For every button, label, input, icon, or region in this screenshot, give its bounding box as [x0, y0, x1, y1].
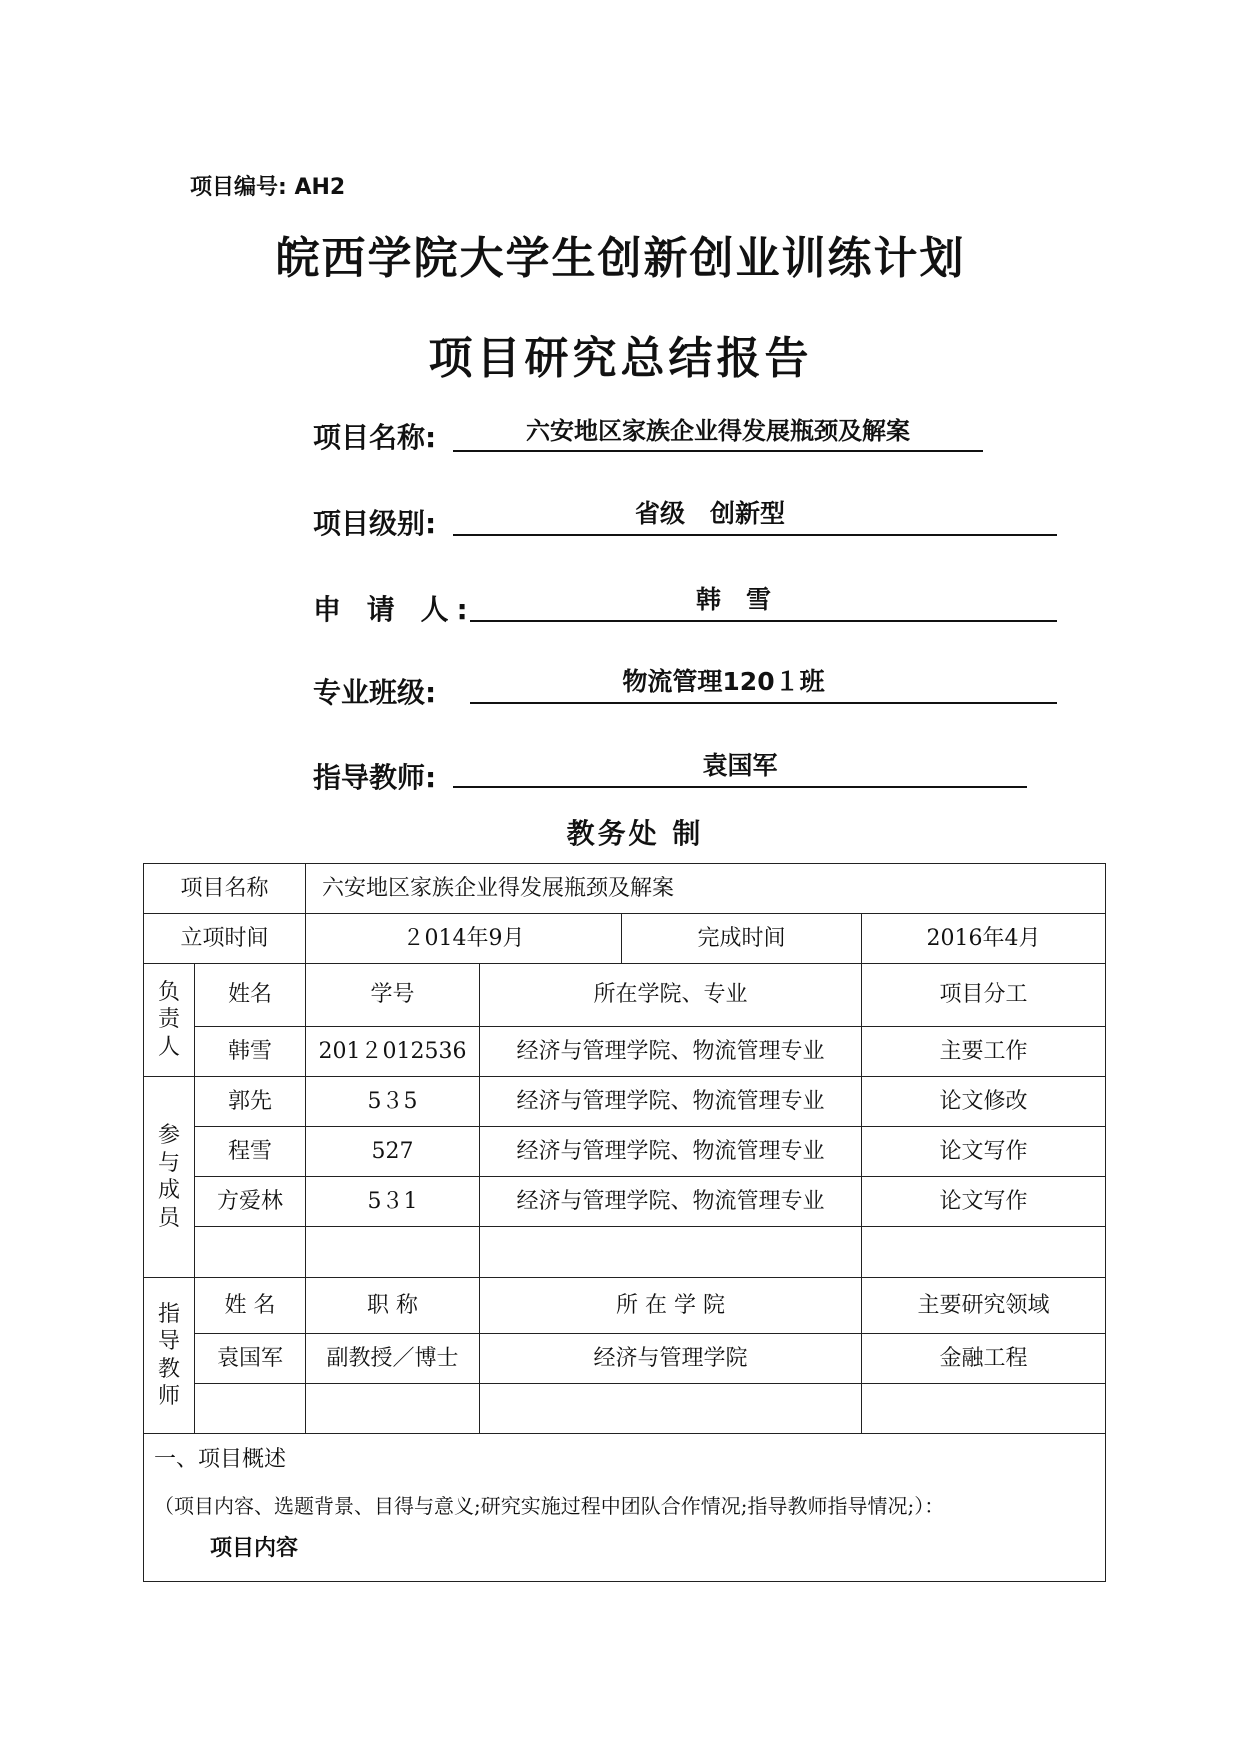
advisor-value: 袁国军	[702, 751, 778, 780]
major-value: 物流管理120１班	[622, 667, 825, 696]
header-student-id: 学号	[306, 964, 480, 1027]
report-title-line2: 项目研究总结报告	[428, 333, 813, 384]
leader-group-char: 人	[157, 1034, 180, 1060]
level-label: 项目级别:	[313, 507, 437, 540]
advisor-header-field: 主要研究领域	[862, 1278, 1106, 1334]
member-group-char: 员	[157, 1205, 180, 1231]
advisor-group-char: 教	[157, 1356, 180, 1382]
header-name: 姓名	[195, 964, 306, 1027]
level-value: 省级 创新型	[634, 499, 785, 528]
member-name: 方爱林	[195, 1177, 306, 1227]
end-time-value: 2016年4月	[862, 914, 1106, 964]
applicant-value: 韩 雪	[695, 585, 771, 614]
advisor-field: 金融工程	[862, 1334, 1106, 1384]
member-college: 经济与管理学院、物流管理专业	[480, 1077, 862, 1127]
empty-cell	[306, 1384, 480, 1434]
advisor-group-label	[144, 1278, 195, 1434]
table-row	[144, 964, 1106, 1027]
table-row	[144, 914, 1106, 964]
advisor-college: 经济与管理学院	[480, 1334, 862, 1384]
table-row	[144, 1334, 1106, 1384]
advisor-line	[453, 752, 1027, 788]
leader-role: 主要工作	[862, 1027, 1106, 1077]
table-row	[144, 1077, 1106, 1127]
advisor-group-char: 导	[157, 1329, 180, 1354]
member-role: 论文写作	[862, 1177, 1106, 1227]
member-group-label	[144, 1077, 195, 1278]
table-row	[144, 1027, 1106, 1077]
member-college: 经济与管理学院、物流管理专业	[480, 1177, 862, 1227]
applicant-line	[470, 586, 1057, 622]
level-line	[453, 500, 1057, 536]
empty-cell	[480, 1384, 862, 1434]
overview-hint: （项目内容、选题背景、目得与意义;研究实施过程中团队合作情况;指导教师指导情况;）：	[154, 1493, 945, 1518]
major-line	[470, 668, 1057, 704]
advisor-group-char: 指	[157, 1301, 180, 1327]
leader-id: 201２012536	[306, 1027, 480, 1077]
advisor-title: 副教授／博士	[306, 1334, 480, 1384]
advisor-header-title: 职 称	[306, 1278, 480, 1334]
applicant-label: 申 请 人:	[313, 593, 476, 626]
empty-cell	[480, 1227, 862, 1278]
member-role: 论文写作	[862, 1127, 1106, 1177]
empty-cell	[862, 1384, 1106, 1434]
report-title-line1: 皖西学院大学生创新创业训练计划	[275, 233, 966, 284]
end-time-label: 完成时间	[622, 914, 862, 964]
member-college: 经济与管理学院、物流管理专业	[480, 1127, 862, 1177]
header-role: 项目分工	[862, 964, 1106, 1027]
member-group-char: 与	[157, 1150, 180, 1176]
project-name-cell-label: 项目名称	[144, 864, 306, 914]
project-number: 项目编号: AH2	[190, 175, 346, 200]
leader-group-char: 责	[157, 1007, 180, 1033]
overview-subheading: 项目内容	[210, 1535, 299, 1561]
advisor-group-char: 师	[157, 1384, 180, 1409]
empty-cell	[195, 1227, 306, 1278]
member-role: 论文修改	[862, 1077, 1106, 1127]
member-id: 5３5	[306, 1077, 480, 1127]
leader-group-label	[144, 964, 195, 1077]
member-name: 程雪	[195, 1127, 306, 1177]
member-group-char: 成	[157, 1178, 180, 1203]
overview-title: 一、项目概述	[154, 1447, 287, 1472]
project-name-line	[453, 416, 983, 452]
table-row-empty	[144, 1384, 1106, 1434]
project-name-label: 项目名称:	[313, 421, 437, 454]
header-college: 所在学院、专业	[480, 964, 862, 1027]
empty-cell	[306, 1227, 480, 1278]
table-row	[144, 1278, 1106, 1334]
empty-cell	[195, 1384, 306, 1434]
start-time-label: 立项时间	[144, 914, 306, 964]
advisor-header-name: 姓 名	[195, 1278, 306, 1334]
member-id: 5３1	[306, 1177, 480, 1227]
member-id: 527	[306, 1127, 480, 1177]
issuing-department: 教务处 制	[566, 817, 704, 850]
project-info-table	[143, 863, 1106, 1582]
leader-college: 经济与管理学院、物流管理专业	[480, 1027, 862, 1077]
advisor-header-college: 所 在 学 院	[480, 1278, 862, 1334]
leader-name: 韩雪	[195, 1027, 306, 1077]
leader-group-char: 负	[157, 979, 180, 1005]
member-group-char: 参	[157, 1123, 180, 1148]
advisor-name: 袁国军	[195, 1334, 306, 1384]
overview-row	[144, 1434, 1106, 1582]
overview-cell	[144, 1434, 1106, 1582]
table-row	[144, 1127, 1106, 1177]
project-name-value: 六安地区家族企业得发展瓶颈及解案	[526, 417, 910, 445]
empty-cell	[862, 1227, 1106, 1278]
table-row	[144, 1177, 1106, 1227]
project-name-cell-value: 六安地区家族企业得发展瓶颈及解案	[306, 864, 1106, 914]
table-row	[144, 864, 1106, 914]
start-time-value: ２014年9月	[306, 914, 622, 964]
table-row-empty	[144, 1227, 1106, 1278]
major-label: 专业班级:	[313, 676, 437, 709]
member-name: 郭先	[195, 1077, 306, 1127]
advisor-label: 指导教师:	[313, 761, 437, 794]
